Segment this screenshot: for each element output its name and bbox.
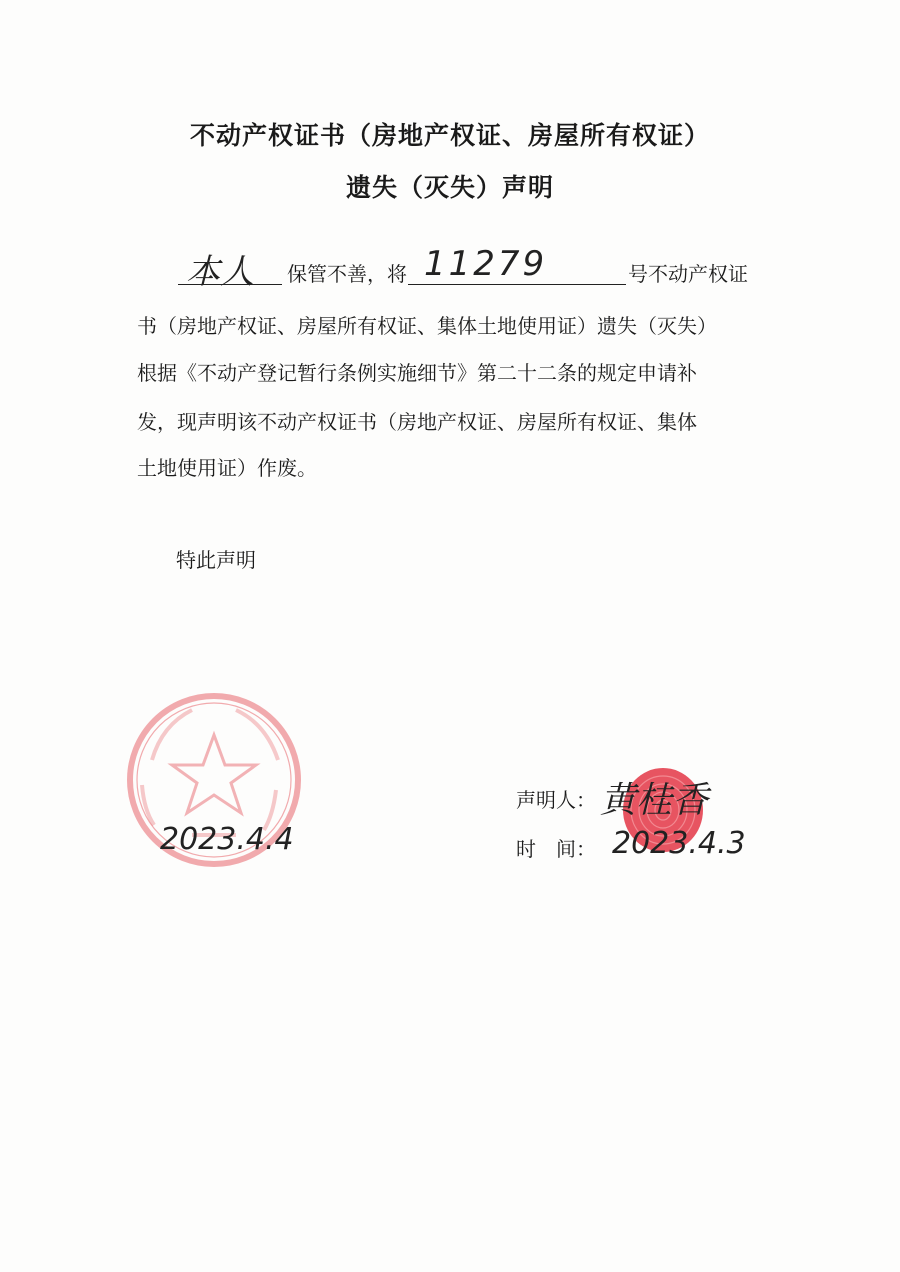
document-title-line1: 不动产权证书（房地产权证、房屋所有权证） (189, 121, 710, 150)
text-after-number: 号不动产权证 (628, 262, 748, 286)
number-blank-underline (408, 284, 626, 285)
stamp-date-handwriting: 2023.4.4 (160, 822, 294, 857)
official-seal-stamp (114, 690, 314, 890)
declarant-label: 声明人： (516, 788, 596, 812)
statement-line5: 土地使用证）作废。 (137, 456, 317, 480)
time-value-handwriting: 2023.4.3 (612, 826, 746, 861)
certificate-number-handwriting: 11279 (424, 244, 548, 284)
owner-handwriting: 本人 (186, 252, 254, 292)
text-after-owner: 保管不善，将 (287, 262, 407, 286)
time-label: 时 间： (516, 837, 596, 861)
document-title-line2: 遗失（灭失）声明 (345, 173, 554, 202)
closing-text: 特此声明 (176, 548, 256, 572)
statement-line3: 根据《不动产登记暂行条例实施细节》第二十二条的规定申请补 (137, 361, 697, 385)
declarant-signature: 黄桂香 (600, 780, 709, 821)
statement-line4: 发，现声明该不动产权证书（房地产权证、房屋所有权证、集体 (137, 410, 697, 434)
statement-line2: 书（房地产权证、房屋所有权证、集体土地使用证）遗失（灭失） (137, 314, 717, 338)
